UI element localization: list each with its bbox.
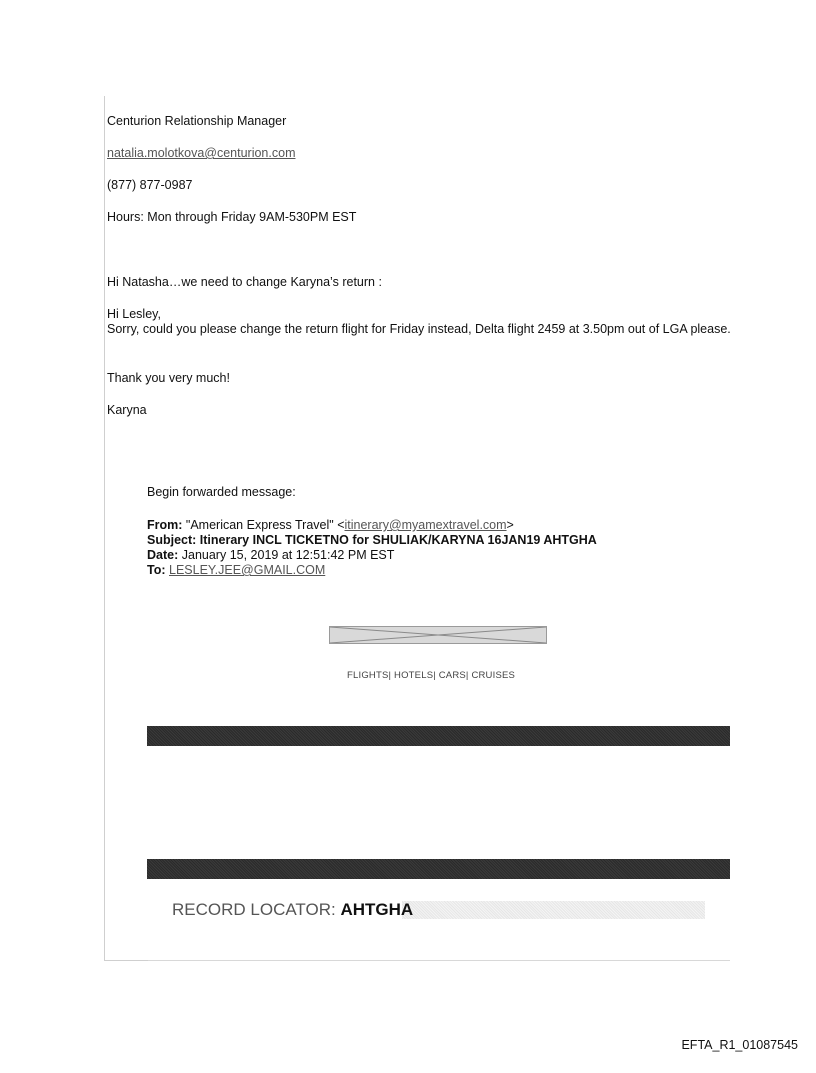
- signature-email-link[interactable]: natalia.molotkova@centurion.com: [107, 146, 296, 160]
- header-bar: [147, 726, 730, 746]
- section-bar: [147, 859, 730, 879]
- to-label: To:: [147, 563, 166, 577]
- from-label: From:: [147, 518, 183, 532]
- date-line: [147, 548, 394, 563]
- from-name: "American Express Travel" <: [185, 518, 345, 532]
- record-locator-fill: [402, 901, 705, 919]
- message-thanks: Thank you very much!: [107, 371, 230, 385]
- forwarded-header: Begin forwarded message:: [147, 485, 296, 499]
- subject-line: [147, 533, 597, 548]
- from-email-link[interactable]: itinerary@myamextravel.com: [344, 518, 507, 532]
- record-locator-label: RECORD LOCATOR:: [172, 900, 336, 919]
- travel-nav-links[interactable]: FLIGHTS| HOTELS| CARS| CRUISES: [347, 670, 516, 681]
- message-greeting: Hi Lesley,: [107, 307, 161, 321]
- signature-phone: (877) 877-0987: [107, 178, 193, 192]
- record-locator-value: AHTGHA: [340, 900, 414, 919]
- broken-image-icon: [329, 626, 547, 644]
- signature-hours: Hours: Mon through Friday 9AM-530PM EST: [107, 210, 357, 224]
- quote-rule-bottom: [104, 960, 148, 961]
- to-email-link[interactable]: LESLEY.JEE@GMAIL.COM: [169, 563, 326, 577]
- message-intro: Hi Natasha…we need to change Karyna’s return :: [107, 275, 382, 289]
- message-signoff: Karyna: [107, 403, 147, 417]
- content-bottom-rule: [148, 960, 730, 961]
- record-locator: [172, 900, 413, 920]
- date-value: January 15, 2019 at 12:51:42 PM EST: [181, 548, 395, 562]
- document-id: EFTA_R1_01087545: [681, 1038, 798, 1052]
- subject-label: Subject:: [147, 533, 197, 547]
- from-close: >: [506, 518, 514, 532]
- from-line: [147, 518, 514, 533]
- to-line: [147, 563, 325, 578]
- quote-rule: [104, 96, 105, 960]
- message-body: Sorry, could you please change the return flight for Friday instead, Delta flight 2459 at 3.50pm out of LGA please.: [107, 322, 731, 336]
- date-label: Date:: [147, 548, 179, 562]
- signature-title: Centurion Relationship Manager: [107, 114, 287, 128]
- subject-value: Itinerary INCL TICKETNO for SHULIAK/KARYNA 16JAN19 AHTGHA: [199, 533, 597, 547]
